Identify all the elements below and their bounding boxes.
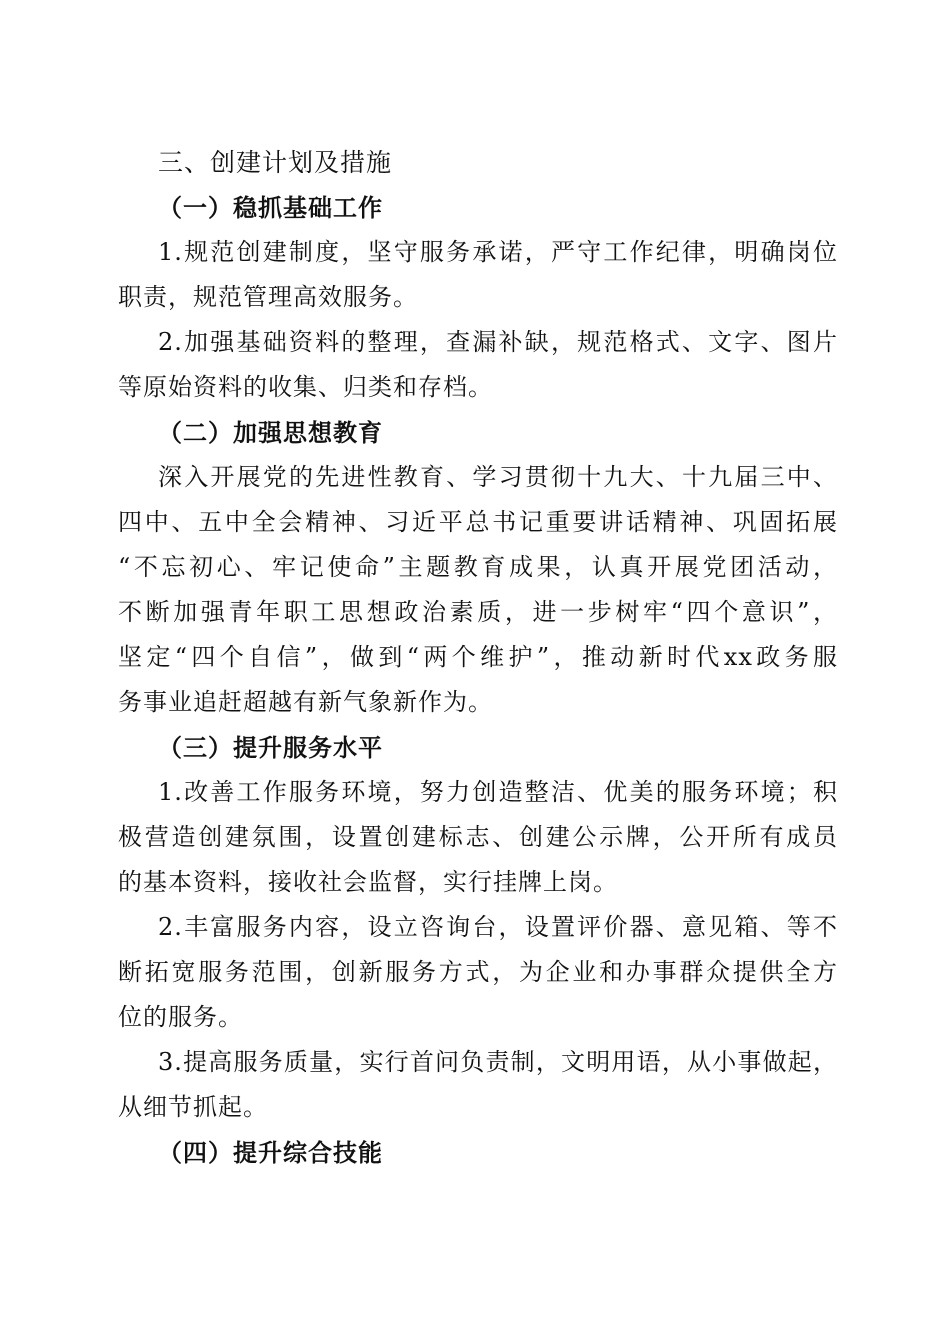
document-page — [118, 140, 838, 1175]
subsection-title-4: （四）提升综合技能 — [158, 1138, 383, 1167]
subsection-title-1: （一）稳抓基础工作 — [158, 193, 383, 222]
paragraph-line: 2.丰富服务内容，设立咨询台，设置评价器、意见箱、等不 — [158, 913, 838, 941]
paragraph-line: 深入开展党的先进性教育、学习贯彻十九大、十九届三中、 — [158, 463, 838, 491]
paragraph-line: 2.加强基础资料的整理，查漏补缺，规范格式、文字、图片 — [158, 328, 838, 356]
subsection-title-2: （二）加强思想教育 — [158, 418, 383, 447]
paragraph-line: 1.改善工作服务环境，努力创造整洁、优美的服务环境；积 — [158, 778, 838, 806]
paragraph-line: 不断加强青年职工思想政治素质，进一步树牢“四个意识”， — [118, 598, 838, 626]
paragraph-line: 四中、五中全会精神、习近平总书记重要讲话精神、巩固拓展 — [118, 508, 838, 536]
paragraph-line: 职责，规范管理高效服务。 — [118, 283, 418, 311]
paragraph-line: 断拓宽服务范围，创新服务方式，为企业和办事群众提供全方 — [118, 958, 838, 986]
paragraph-line: “不忘初心、牢记使命”主题教育成果，认真开展党团活动， — [118, 553, 838, 581]
paragraph-line: 坚定“四个自信”，做到“两个维护”，推动新时代xx政务服 — [118, 643, 838, 671]
paragraph-line: 1.规范创建制度，坚守服务承诺，严守工作纪律，明确岗位 — [158, 238, 838, 266]
section-title: 三、创建计划及措施 — [158, 148, 393, 177]
paragraph-line: 位的服务。 — [118, 1003, 243, 1031]
paragraph-line: 从细节抓起。 — [118, 1093, 268, 1121]
subsection-title-3: （三）提升服务水平 — [158, 733, 383, 762]
paragraph-line: 极营造创建氛围，设置创建标志、创建公示牌，公开所有成员 — [118, 823, 838, 851]
paragraph-line: 等原始资料的收集、归类和存档。 — [118, 373, 493, 401]
paragraph-line: 3.提高服务质量，实行首问负责制，文明用语，从小事做起， — [158, 1048, 838, 1076]
paragraph-line: 的基本资料，接收社会监督，实行挂牌上岗。 — [118, 868, 618, 896]
paragraph-line: 务事业追赶超越有新气象新作为。 — [118, 688, 493, 716]
